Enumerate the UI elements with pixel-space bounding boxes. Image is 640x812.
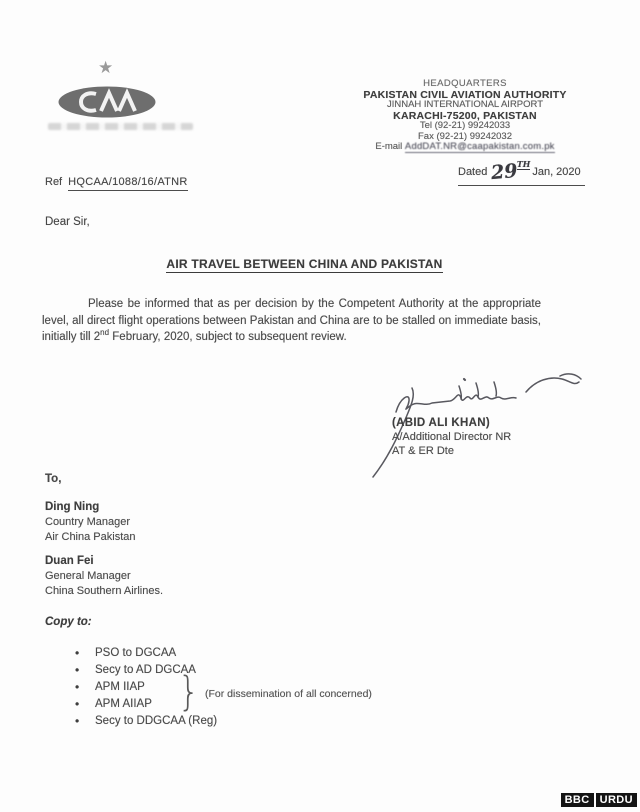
recipient-name: Ding Ning <box>45 501 100 513</box>
handwritten-day-suffix: TH <box>516 159 531 169</box>
signatory-name: (ABID ALI KHAN) <box>392 417 490 429</box>
bullet-icon: • <box>75 696 80 711</box>
copy-to-label: Copy to: <box>45 616 92 628</box>
faded-stamp-text <box>48 123 193 130</box>
subject-wrap <box>42 255 567 273</box>
letterhead-city: KARACHI-75200, PAKISTAN <box>393 109 537 122</box>
copy-item-label: Secy to AD DGCAA <box>95 663 196 676</box>
recipient-name: Duan Fei <box>45 555 94 567</box>
star-icon: ★ <box>98 58 114 77</box>
letterhead-email-line <box>330 142 600 153</box>
ordinal-suffix: nd <box>100 328 110 338</box>
signatory-title-2: AT & ER Dte <box>392 445 454 457</box>
signatory-title-1: A/Additional Director NR <box>392 431 512 443</box>
to-label: To, <box>45 473 62 485</box>
ref-number: HQCAA/1088/16/ATNR <box>68 176 188 191</box>
copy-item-label: Secy to DDGCAA (Reg) <box>95 714 218 727</box>
bullet-icon: • <box>75 645 80 660</box>
letterhead-airport: JINNAH INTERNATIONAL AIRPORT <box>386 99 544 110</box>
date-line <box>458 160 585 186</box>
brace-note: (For dissemination of all concerned) <box>205 688 372 700</box>
letterhead-headquarters: HEADQUARTERS <box>423 78 507 89</box>
recipient-block <box>45 554 163 599</box>
copy-item-label: APM AIIAP <box>95 697 152 710</box>
recipient-org: China Southern Airlines. <box>45 585 164 597</box>
recipient-title: General Manager <box>45 570 131 582</box>
letterhead-fax: Fax (92-21) 99242032 <box>417 130 512 142</box>
recipient-block <box>45 500 136 545</box>
reference-line <box>45 176 188 188</box>
bullet-icon: • <box>75 679 80 694</box>
bullet-icon: • <box>75 662 80 677</box>
recipient-title: Country Manager <box>45 516 130 528</box>
ref-label: Ref <box>45 176 63 188</box>
date-label: Dated <box>458 166 488 178</box>
letterhead-authority-name: PAKISTAN CIVIL AVIATION AUTHORITY <box>363 88 567 101</box>
handwritten-day: 29 <box>490 159 519 185</box>
signature-block <box>392 416 511 458</box>
letterhead-tel: Tel (92-21) 99242033 <box>419 120 511 131</box>
body-text-1: Please be informed that as per decision by the Competent Authority at the appropriate level, all direct flight operations between Pakistan and China are to be stalled on immediate basis, initially till 2 <box>42 298 541 343</box>
copy-item-label: PSO to DGCAA <box>95 646 177 659</box>
email-label: E-mail <box>375 141 403 152</box>
bbc-logo: BBC <box>561 793 594 807</box>
bullet-icon: • <box>75 713 80 728</box>
urdu-logo: URDU <box>596 793 637 807</box>
date-month-year: Jan, 2020 <box>532 166 581 178</box>
letterhead <box>330 79 600 153</box>
subject-title: AIR TRAVEL BETWEEN CHINA AND PAKISTAN <box>166 257 443 271</box>
copy-item-label: APM IIAP <box>95 680 145 693</box>
body-paragraph <box>42 296 541 346</box>
email-address: AddDAT.NR@caapakistan.com.pk <box>404 141 555 152</box>
bbc-urdu-watermark <box>561 793 637 807</box>
body-text-2: February, 2020, subject to subsequent review. <box>109 331 347 343</box>
salutation: Dear Sir, <box>45 216 90 228</box>
list-item <box>75 644 217 661</box>
recipient-org: Air China Pakistan <box>45 531 136 543</box>
grouping-brace: } <box>177 669 200 715</box>
caa-logo-ellipse-icon <box>58 86 156 118</box>
